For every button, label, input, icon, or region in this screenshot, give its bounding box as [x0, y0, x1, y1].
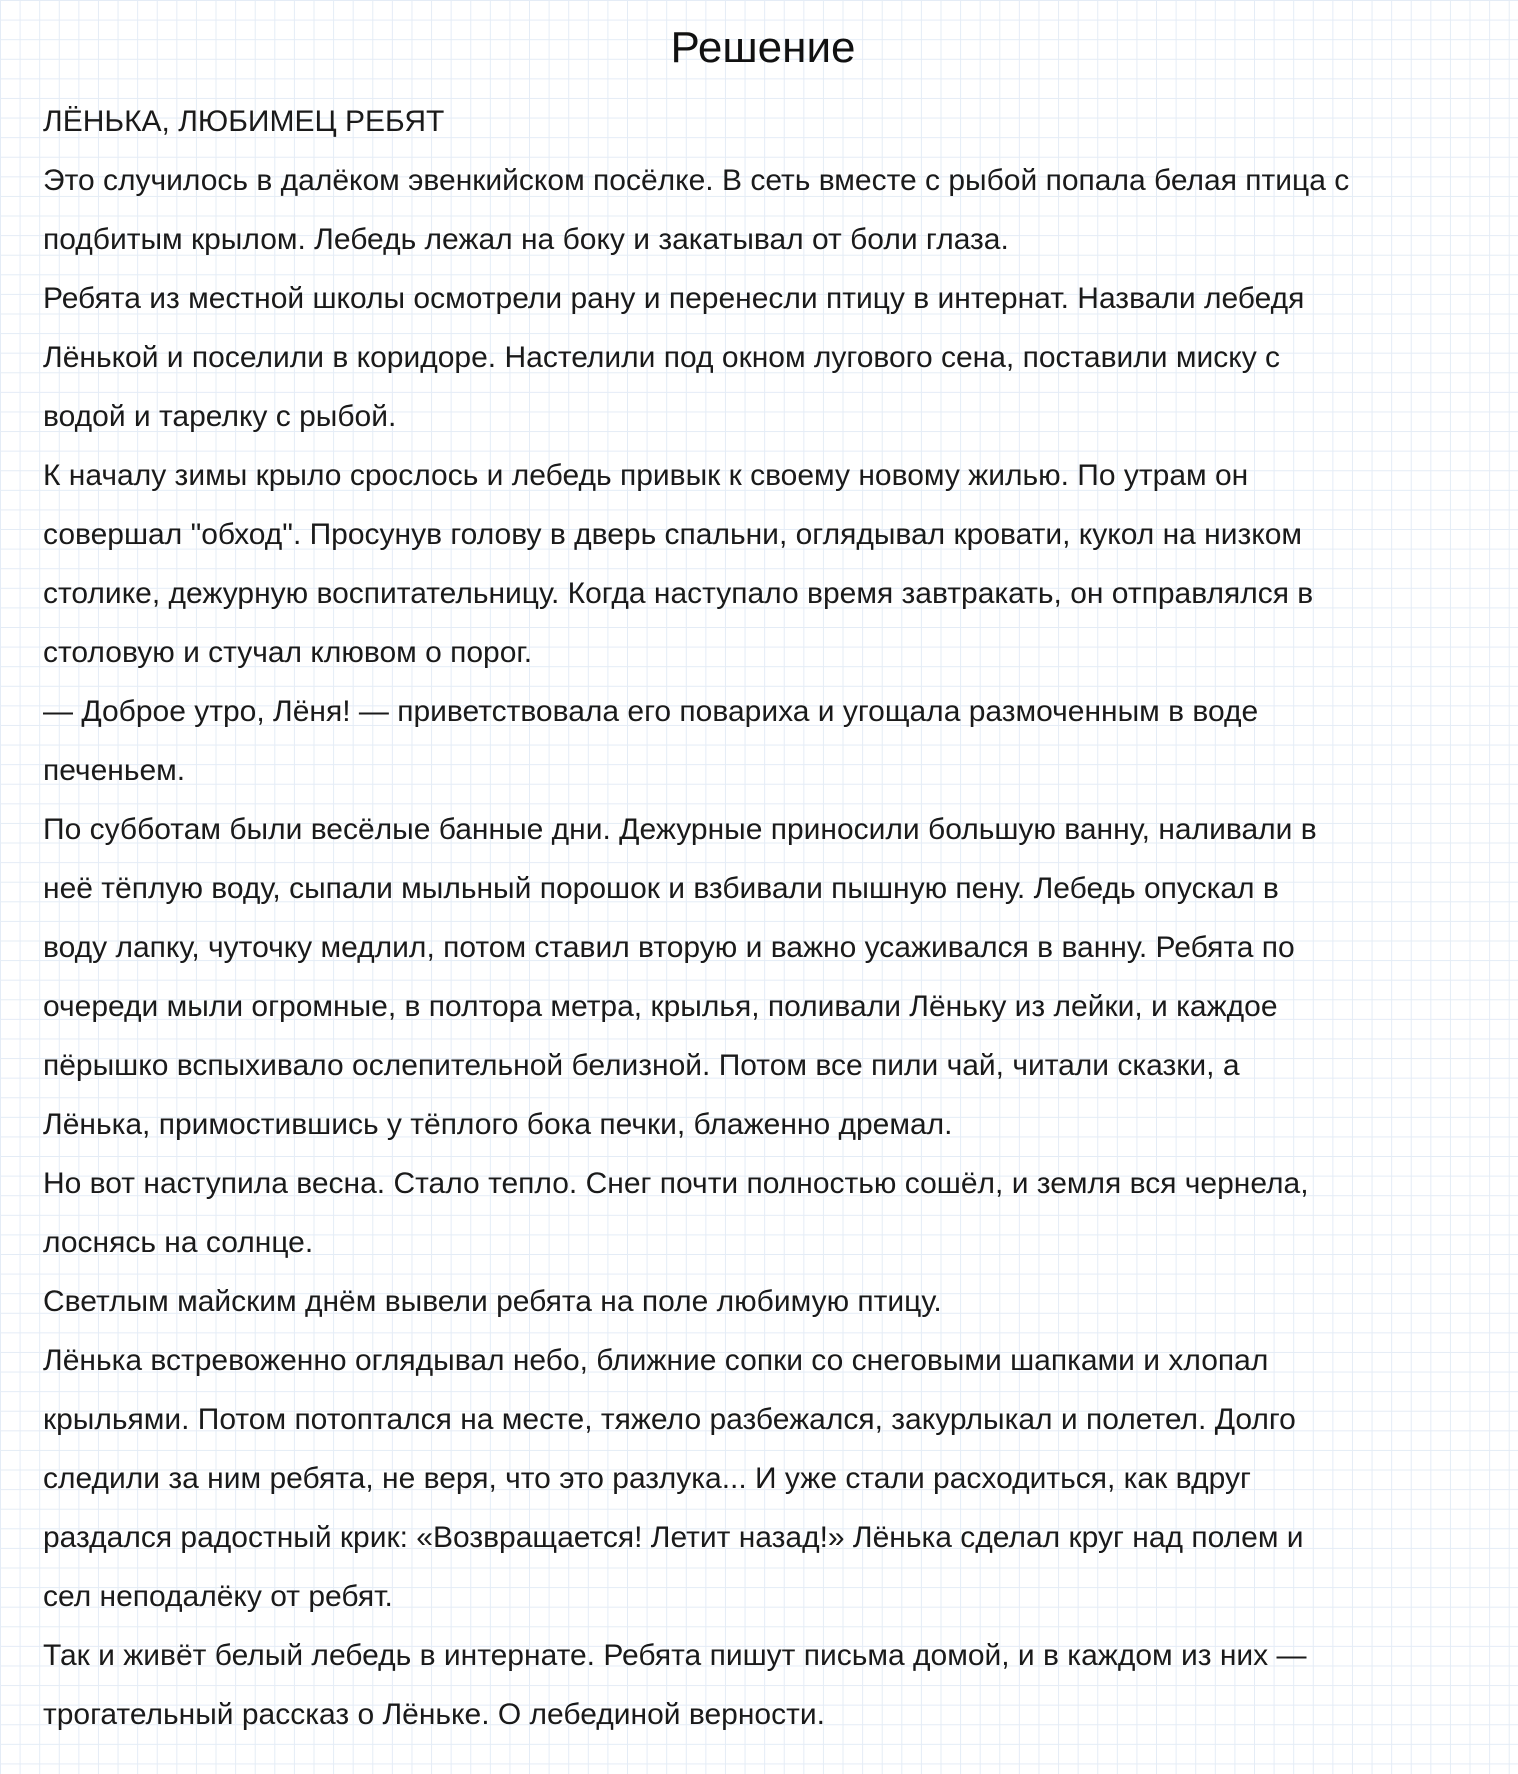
paragraph-line: неё тёплую воду, сыпали мыльный порошок и взбивали пышную пену. Лебедь опускал в [43, 872, 1279, 905]
paragraph-line: раздался радостный крик: «Возвращается! Летит назад!» Лёнька сделал круг над полем и [43, 1521, 1304, 1554]
paragraph-line: следили за ним ребята, не веря, что это разлука... И уже стали расходиться, как вдруг [43, 1462, 1251, 1495]
story-paragraph [43, 800, 1503, 1154]
story-paragraph [43, 151, 1503, 269]
paragraph-line: Лёнька встревоженно оглядывал небо, ближние сопки со снеговыми шапками и хлопал [43, 1344, 1269, 1377]
story-title: ЛЁНЬКА, ЛЮБИМЕЦ РЕБЯТ [43, 105, 445, 138]
paragraph-line: трогательный рассказ о Лёньке. О лебединой верности. [43, 1698, 825, 1731]
solution-page [43, 0, 1503, 1744]
story-paragraph [43, 1626, 1503, 1744]
paragraph-line: По субботам были весёлые банные дни. Дежурные приносили большую ванну, наливали в [43, 813, 1317, 846]
paragraph-line: Лёнька, примостившись у тёплого бока печки, блаженно дремал. [43, 1108, 953, 1141]
story-paragraph [43, 1154, 1503, 1272]
paragraph-line: сел неподалёку от ребят. [43, 1580, 393, 1613]
story-paragraph [43, 269, 1503, 446]
paragraph-line: столовую и стучал клювом о порог. [43, 636, 533, 669]
paragraph-line: подбитым крылом. Лебедь лежал на боку и закатывал от боли глаза. [43, 223, 1009, 256]
paragraph-line: столике, дежурную воспитательницу. Когда наступало время завтракать, он отправлялся в [43, 577, 1314, 610]
story-paragraph [43, 446, 1503, 682]
story-paragraph [43, 1272, 1503, 1331]
paragraph-line: Ребята из местной школы осмотрели рану и перенесли птицу в интернат. Назвали лебедя [43, 282, 1305, 315]
paragraph-line: К началу зимы крыло срослось и лебедь привык к своему новому жилью. По утрам он [43, 459, 1249, 492]
story-body [43, 151, 1503, 1744]
paragraph-line: — Доброе утро, Лёня! — приветствовала его повариха и угощала размоченным в воде [43, 695, 1259, 728]
paragraph-line: пёрышко вспыхивало ослепительной белизной. Потом все пили чай, читали сказки, а [43, 1049, 1240, 1082]
paragraph-line: Так и живёт белый лебедь в интернате. Ребята пишут письма домой, и в каждом из них — [43, 1639, 1307, 1672]
paragraph-line: водой и тарелку с рыбой. [43, 400, 397, 433]
story-paragraph [43, 682, 1503, 800]
paragraph-line: Светлым майским днём вывели ребята на поле любимую птицу. [43, 1285, 942, 1318]
paragraph-line: крыльями. Потом потоптался на месте, тяжело разбежался, закурлыкал и полетел. Долго [43, 1403, 1296, 1436]
story-paragraph [43, 1331, 1503, 1626]
paragraph-line: печеньем. [43, 754, 186, 787]
paragraph-line: очереди мыли огромные, в полтора метра, крылья, поливали Лёньку из лейки, и каждое [43, 990, 1278, 1023]
paragraph-line: Лёнькой и поселили в коридоре. Настелили под окном лугового сена, поставили миску с [43, 341, 1281, 374]
paragraph-line: совершал "обход". Просунув голову в дверь спальни, оглядывал кровати, кукол на низком [43, 518, 1303, 551]
paragraph-line: Это случилось в далёком эвенкийском посёлке. В сеть вместе с рыбой попала белая птица с [43, 164, 1350, 197]
paragraph-line: лоснясь на солнце. [43, 1226, 314, 1259]
paragraph-line: воду лапку, чуточку медлил, потом ставил вторую и важно усаживался в ванну. Ребята по [43, 931, 1295, 964]
paragraph-line: Но вот наступила весна. Стало тепло. Снег почти полностью сошёл, и земля вся чернела, [43, 1167, 1309, 1200]
page-title: Решение [670, 23, 856, 72]
